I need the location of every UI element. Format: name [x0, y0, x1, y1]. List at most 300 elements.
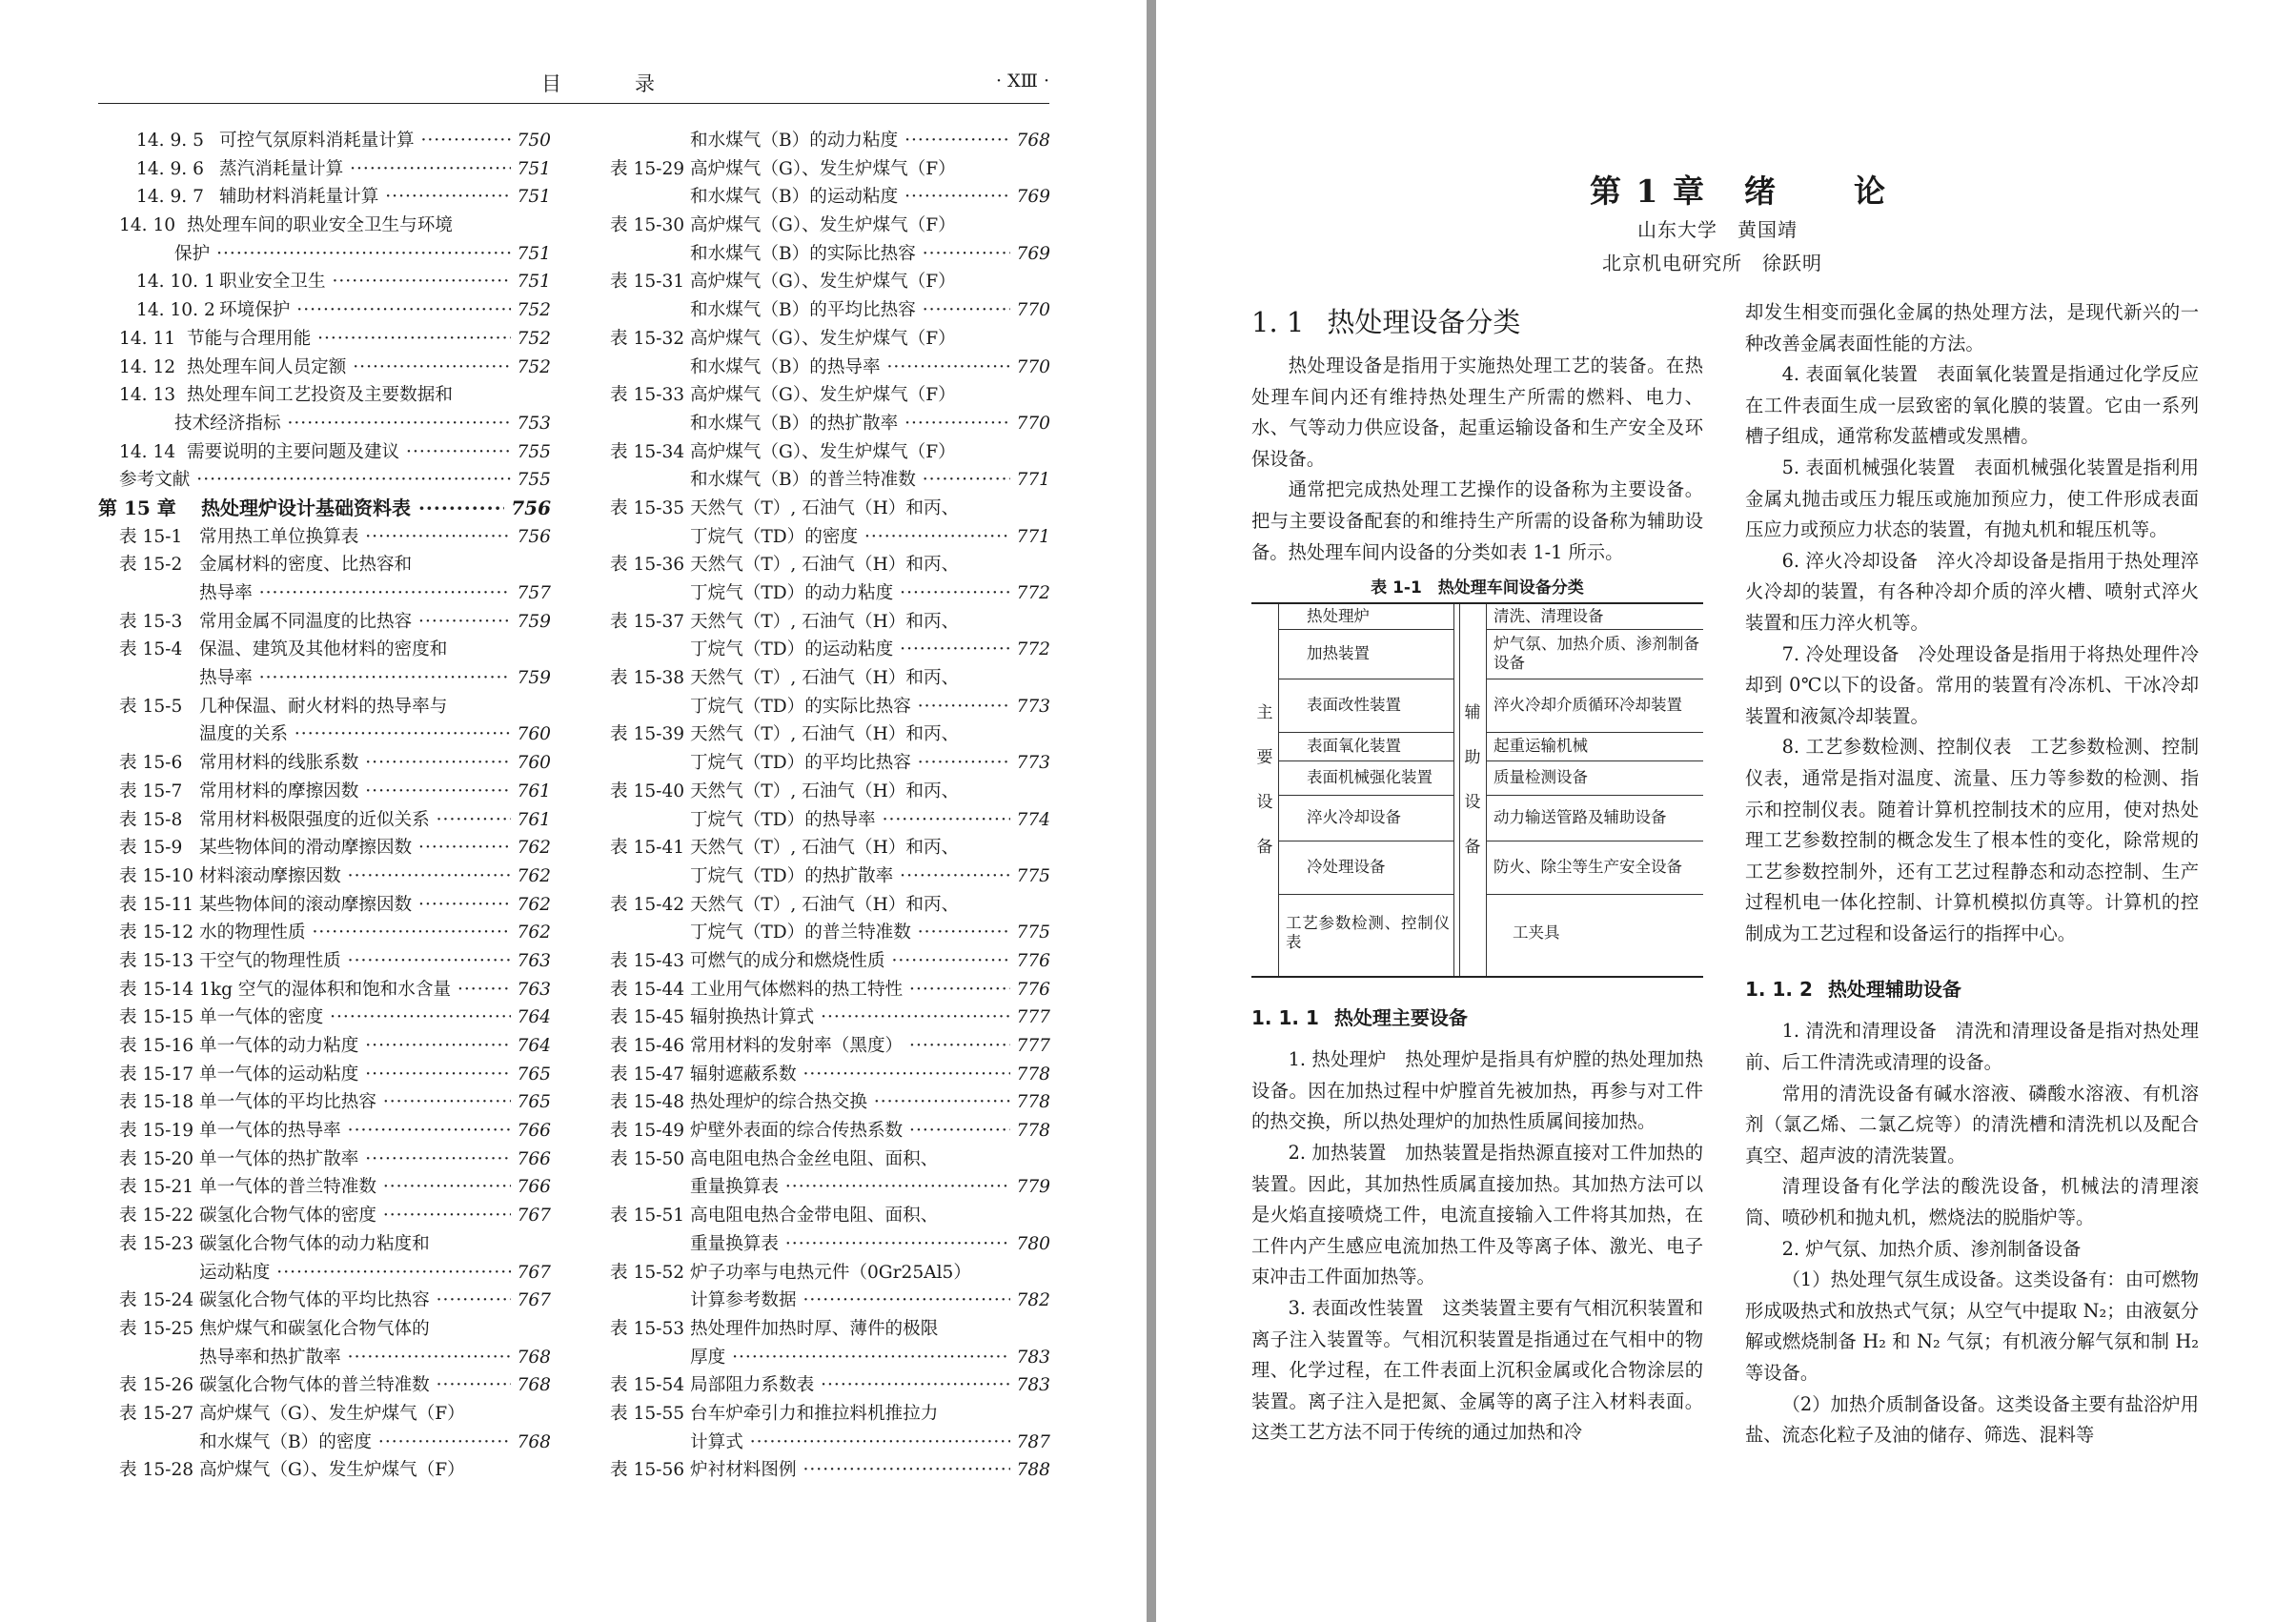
toc-entry-number: 表 15-21 — [119, 1177, 194, 1198]
toc-entry[interactable] — [610, 1315, 1050, 1344]
paragraph: 5. 表面机械强化装置 表面机械强化装置是指利用金属丸抛击或压力辊压或施加预应力，使工件形成表面压应力或预应力状态的装置，有抛丸机和辊压机等。 — [1745, 456, 2199, 541]
toc-entry[interactable] — [610, 1004, 1050, 1032]
toc-entry[interactable] — [610, 778, 1050, 806]
toc-entry[interactable] — [610, 891, 1050, 920]
toc-entry-number: 14. 10 — [119, 215, 176, 236]
toc-entry-title: 和水煤气（B）的实际比热容 ····· — [690, 240, 1050, 269]
toc-entry-title: 碳氢化合物气体的平均比热容 ····· — [199, 1287, 551, 1315]
toc-entry[interactable] — [610, 749, 1050, 778]
toc-entry-number: 表 15-36 — [610, 555, 685, 576]
paragraph: 却发生相变而强化金属的热处理方法，是现代新兴的一种改善金属表面性能的方法。 — [1745, 301, 2199, 355]
toc-entry-page: 756 — [504, 495, 551, 523]
main-equipment-cell: 表面改性装置 — [1307, 696, 1401, 715]
toc-entry[interactable] — [98, 183, 551, 212]
toc-entry-title: 单一气体的平均比热容 ····· — [199, 1088, 551, 1117]
toc-entry-title: 干空气的物理性质 ····· — [199, 947, 551, 976]
toc-entry[interactable] — [98, 720, 551, 749]
toc-entry-page: 760 — [511, 720, 552, 749]
toc-entry[interactable] — [610, 1287, 1050, 1315]
toc-entry[interactable] — [610, 834, 1050, 862]
paragraph: 7. 冷处理设备 冷处理设备是指用于将热处理件冷却到 0℃以下的设备。常用的装置有冷冻机、干冰冷却装置和液氮冷却装置。 — [1745, 642, 2199, 727]
toc-entry-title: 炉壁外表面的综合传热系数 ····· — [690, 1117, 1050, 1146]
toc-entry[interactable] — [610, 1344, 1050, 1372]
toc-entry[interactable] — [98, 664, 551, 693]
toc-entry-title: 热导率和热扩散率 ····· — [199, 1344, 551, 1372]
toc-entry[interactable] — [98, 410, 551, 438]
toc-entry[interactable] — [610, 296, 1050, 325]
toc-entry-number: 表 15-12 — [119, 923, 194, 943]
toc-entry-title: 辐射遮蔽系数 ····· — [690, 1061, 1050, 1089]
table-rule — [1453, 604, 1454, 976]
toc-entry[interactable] — [98, 778, 551, 806]
toc-entry[interactable] — [610, 466, 1050, 495]
toc-entry-title: 可控气氛原料消耗量计算 ····· — [219, 127, 551, 155]
toc-entry-title: 热处理车间的职业安全卫生与环境 — [187, 215, 453, 236]
toc-entry[interactable] — [610, 268, 1050, 296]
toc-entry[interactable] — [98, 381, 551, 410]
toc-entry-number: 表 15-13 — [119, 950, 194, 971]
toc-entry[interactable] — [610, 183, 1050, 212]
toc-entry-page: 766 — [511, 1173, 552, 1202]
toc-entry-title: 天然气（T）, 石油气（H）和丙、 — [690, 668, 960, 689]
toc-entry-title: 热导率 ····· — [199, 579, 551, 608]
toc-entry-page: 778 — [1010, 1088, 1051, 1117]
toc-entry[interactable] — [98, 438, 551, 467]
toc-entry-number: 表 15-38 — [610, 668, 685, 689]
toc-entry[interactable] — [98, 1061, 551, 1089]
toc-entry-title: 可燃气的成分和燃烧性质 ····· — [690, 947, 1050, 976]
toc-entry-title: 常用热工单位换算表 ····· — [199, 523, 551, 552]
toc-entry[interactable] — [610, 947, 1050, 976]
toc-entry-title: 运动粘度 ····· — [199, 1259, 551, 1287]
toc-entry-page: 770 — [1010, 296, 1051, 325]
chapter-title-part-2: 论 — [1853, 172, 1887, 210]
toc-entry-title: 和水煤气（B）的动力粘度 ····· — [690, 127, 1050, 155]
toc-entry-number: 表 15-52 — [610, 1262, 685, 1283]
main-equipment-cell: 工艺参数检测、控制仪表 — [1286, 914, 1450, 952]
toc-entry[interactable] — [98, 1117, 551, 1146]
toc-entry-title: 计算参考数据 ····· — [690, 1287, 1050, 1315]
toc-entry-number: 表 15-15 — [119, 1007, 194, 1028]
toc-entry-title: 天然气（T）, 石油气（H）和丙、 — [690, 724, 960, 745]
toc-entry[interactable] — [98, 1400, 551, 1429]
toc-entry-title: 常用材料的发射率（黑度） ····· — [690, 1032, 1050, 1061]
toc-entry[interactable] — [98, 1088, 551, 1117]
toc-entry-number: 14. 11 — [119, 328, 176, 349]
toc-entry[interactable] — [98, 1429, 551, 1457]
toc-entry[interactable] — [98, 240, 551, 269]
toc-entry-number: 表 15-26 — [119, 1375, 194, 1396]
toc-entry-title: 局部阻力系数表 ····· — [690, 1371, 1050, 1400]
toc-entry[interactable] — [98, 551, 551, 579]
aux-equipment-cell: 工夹具 — [1513, 923, 1560, 943]
toc-entry-title: 丁烷气（TD）的热导率 ····· — [690, 806, 1050, 835]
toc-entry-number: 表 15-7 — [119, 781, 183, 801]
toc-entry[interactable] — [610, 976, 1050, 1004]
main-equipment-cell: 淬火冷却设备 — [1307, 808, 1401, 827]
paragraph: （1）热处理气氛生成设备。这类设备有：由可燃物形成吸热式和放热式气氛；从空气中提取 N₂；由液氨分解或燃烧制备 H₂ 和 N₂ 气氛；有机液分解气氛和制 H₂ 等设备。 — [1745, 1268, 2199, 1384]
toc-entry[interactable] — [98, 806, 551, 835]
paragraph: 3. 表面改性装置 这类装置主要有气相沉积装置和离子注入装置等。气相沉积装置是指通过在气相中的物理、化学过程，在工件表面上沉积金属或化合物涂层的装置。离子注入是把氮、金属等的离子注入材料表面。这类工艺方法不同于传统的通过加热和冷 — [1251, 1296, 1703, 1444]
toc-entry-page: 768 — [1010, 127, 1051, 155]
toc-entry[interactable] — [98, 1230, 551, 1259]
toc-entry-title: 焦炉煤气和碳氢化合物气体的 — [199, 1318, 430, 1339]
toc-entry[interactable] — [98, 1004, 551, 1032]
paragraph: 4. 表面氧化装置 表面氧化装置是指通过化学反应在工件表面生成一层致密的氧化膜的装置。它由一系列槽子组成，通常称发蓝槽或发黑槽。 — [1745, 363, 2199, 448]
toc-entry-title: 单一气体的热扩散率 ····· — [199, 1146, 551, 1174]
toc-entry-number: 14. 13 — [119, 385, 176, 406]
toc-entry-page: 759 — [511, 608, 552, 637]
paragraph: 1. 热处理炉 热处理炉是指具有炉膛的热处理加热设备。因在加热过程中炉膛首先被加热，再参与对工件的热交换，所以热处理炉的加热性质属间接加热。 — [1251, 1048, 1703, 1133]
toc-entry[interactable] — [610, 354, 1050, 382]
toc-entry-title: 环境保护 ····· — [219, 296, 551, 325]
toc-entry[interactable] — [98, 354, 551, 382]
toc-entry-title: 和水煤气（B）的热扩散率 ····· — [690, 410, 1050, 438]
toc-entry-title: 和水煤气（B）的密度 ····· — [199, 1429, 551, 1457]
toc-entry[interactable] — [610, 636, 1050, 664]
toc-entry-title: 和水煤气（B）的热导率 ····· — [690, 354, 1050, 382]
toc-entry-number: 表 15-16 — [119, 1036, 194, 1056]
toc-entry-number: 表 15-23 — [119, 1233, 194, 1254]
toc-entry[interactable] — [610, 325, 1050, 354]
running-header — [98, 69, 1049, 104]
toc-entry-title: 水的物理性质 ····· — [199, 919, 551, 947]
author-line-1: 山东大学 黄国靖 — [1637, 218, 1798, 241]
toc-entry-number: 表 15-17 — [119, 1064, 194, 1085]
toc-entry-title: 丁烷气（TD）的实际比热容 ····· — [690, 693, 1050, 721]
toc-entry-number: 表 15-28 — [119, 1460, 194, 1481]
toc-entry[interactable] — [610, 579, 1050, 608]
toc-entry[interactable] — [610, 1456, 1050, 1485]
toc-entry-number: 14. 9. 5 — [136, 131, 204, 151]
toc-entry-page: 751 — [511, 155, 552, 184]
toc-entry-title: 高炉煤气（G）、发生炉煤气（F） — [199, 1460, 465, 1481]
toc-entry-title: 高炉煤气（G）、发生炉煤气（F） — [199, 1403, 465, 1424]
toc-entry[interactable] — [610, 720, 1050, 749]
toc-entry-title: 常用材料的摩擦因数 ····· — [199, 778, 551, 806]
toc-entry[interactable] — [98, 212, 551, 240]
toc-entry[interactable] — [98, 1173, 551, 1202]
toc-entry-number: 第 15 章 — [98, 496, 176, 519]
toc-entry-page: 782 — [1010, 1287, 1051, 1315]
toc-entry[interactable] — [98, 1315, 551, 1344]
toc-entry[interactable] — [98, 636, 551, 664]
toc-entry[interactable] — [98, 834, 551, 862]
toc-entry[interactable] — [610, 1146, 1050, 1174]
toc-entry-title: 蒸汽消耗量计算 ····· — [219, 155, 551, 184]
toc-entry-number: 表 15-31 — [610, 272, 685, 293]
toc-entry[interactable] — [610, 919, 1050, 947]
toc-entry-page: 750 — [511, 127, 552, 155]
toc-entry[interactable] — [610, 1032, 1050, 1061]
toc-entry[interactable] — [610, 1429, 1050, 1457]
toc-entry-title: 1kg 空气的湿体积和饱和水含量 ····· — [199, 976, 551, 1004]
toc-entry[interactable] — [98, 862, 551, 891]
toc-entry[interactable] — [98, 1371, 551, 1400]
toc-entry-page: 755 — [511, 466, 552, 495]
toc-entry-number: 14. 10. 1 — [136, 272, 215, 293]
toc-entry[interactable] — [98, 1344, 551, 1372]
paragraph: 1. 清洗和清理设备 清洗和清理设备是指对热处理前、后工件清洗或清理的设备。 — [1745, 1020, 2199, 1074]
toc-entry-title: 天然气（T）, 石油气（H）和丙、 — [690, 611, 960, 632]
paragraph: 8. 工艺参数检测、控制仪表 工艺参数检测、控制仪表，通常是指对温度、流量、压力等参数的检测、指示和控制仪表。随着计算机控制技术的应用，使对热处理工艺参数控制的概念发生了根本性的变化，除常规的工艺参数控制外，还有工艺过程静态和动态控制、生产过程机电一体化控制、计算机模拟仿真等。计算机的控制成为工艺过程和设备运行的指挥中心。 — [1745, 736, 2199, 944]
main-equipment-cell: 加热装置 — [1307, 644, 1370, 663]
toc-entry[interactable] — [98, 693, 551, 721]
paragraph: 6. 淬火冷却设备 淬火冷却设备是指用于热处理淬火冷却的装置，有各种冷却介质的淬火槽、喷射式淬火装置和压力淬火机等。 — [1745, 549, 2199, 634]
toc-entry-title: 碳氢化合物气体的普兰特准数 ····· — [199, 1371, 551, 1400]
toc-entry-page: 769 — [1010, 240, 1051, 269]
aux-equipment-cell: 炉气氛、加热介质、渗剂制备设备 — [1493, 635, 1699, 673]
toc-entry-page: 774 — [1010, 806, 1051, 835]
paragraph: 清理设备有化学法的酸洗设备，机械法的清理滚筒、喷砂机和抛丸机，燃烧法的脱脂炉等。 — [1745, 1175, 2199, 1229]
toc-column-2 — [610, 127, 1050, 1485]
page-number-roman: · XⅢ · — [995, 71, 1049, 91]
toc-entry[interactable] — [610, 1061, 1050, 1089]
toc-entry-title: 辅助材料消耗量计算 ····· — [219, 183, 551, 212]
toc-entry-title: 炉子功率与电热元件（0Gr25Al5） — [690, 1262, 971, 1283]
toc-entry-number: 表 15-19 — [119, 1121, 194, 1142]
toc-entry-page: 761 — [511, 806, 552, 835]
toc-entry-number: 14. 14 — [119, 441, 176, 462]
toc-entry-number: 表 15-49 — [610, 1121, 685, 1142]
toc-entry[interactable] — [98, 891, 551, 920]
toc-entry-page: 767 — [511, 1287, 552, 1315]
toc-entry[interactable] — [610, 410, 1050, 438]
toc-entry-title: 技术经济指标 ····· — [174, 410, 551, 438]
toc-entry-title: 热处理车间工艺投资及主要数据和 — [187, 385, 453, 406]
toc-entry-number: 表 15-30 — [610, 215, 685, 236]
toc-entry[interactable] — [98, 466, 551, 495]
toc-entry-page: 762 — [511, 834, 552, 862]
toc-entry[interactable] — [98, 268, 551, 296]
paragraph: 热处理设备是指用于实施热处理工艺的装备。在热处理车间内还有维持热处理生产所需的燃料、电力、水、气等动力供应设备，起重运输设备和生产安全及环保设备。 — [1251, 355, 1703, 470]
toc-entry[interactable] — [610, 1117, 1050, 1146]
toc-entry[interactable] — [98, 155, 551, 184]
toc-entry[interactable] — [610, 212, 1050, 240]
toc-entry-title: 天然气（T）, 石油气（H）和丙、 — [690, 497, 960, 518]
toc-entry-title: 常用材料极限强度的近似关系 ····· — [199, 806, 551, 835]
toc-entry-page: 762 — [511, 891, 552, 920]
toc-entry-page: 788 — [1010, 1456, 1051, 1485]
toc-entry-page: 783 — [1010, 1371, 1051, 1400]
toc-entry-number: 表 15-45 — [610, 1007, 685, 1028]
toc-entry-page: 751 — [511, 268, 552, 296]
toc-entry[interactable] — [610, 693, 1050, 721]
toc-entry-number: 表 15-43 — [610, 950, 685, 971]
toc-entry[interactable] — [610, 1088, 1050, 1117]
toc-entry-title: 高电阻电热合金丝电阻、面积、 — [690, 1148, 939, 1169]
running-header-title: 目 录 — [541, 72, 681, 95]
toc-entry[interactable] — [98, 127, 551, 155]
toc-entry-title: 几种保温、耐火材料的热导率与 — [199, 696, 448, 717]
toc-entry-number: 表 15-51 — [610, 1206, 685, 1227]
subsection-heading-1 — [1251, 995, 1703, 1041]
toc-entry-title: 保护 ····· — [174, 240, 551, 269]
toc-entry[interactable] — [98, 1032, 551, 1061]
toc-entry-title: 厚度 ····· — [690, 1344, 1050, 1372]
toc-entry-title: 和水煤气（B）的平均比热容 ····· — [690, 296, 1050, 325]
toc-entry-title: 高炉煤气（G）、发生炉煤气（F） — [690, 272, 956, 293]
toc-entry-number: 表 15-48 — [610, 1092, 685, 1113]
toc-entry[interactable] — [610, 608, 1050, 637]
toc-entry-number: 表 15-9 — [119, 838, 183, 859]
toc-entry-page: 773 — [1010, 749, 1051, 778]
toc-entry-title: 高炉煤气（G）、发生炉煤气（F） — [690, 328, 956, 349]
toc-entry-title: 天然气（T）, 石油气（H）和丙、 — [690, 894, 960, 915]
toc-entry-page: 787 — [1010, 1429, 1051, 1457]
toc-entry-number: 表 15-24 — [119, 1290, 194, 1311]
toc-entry[interactable] — [610, 862, 1050, 891]
toc-entry[interactable] — [610, 240, 1050, 269]
toc-entry[interactable] — [610, 664, 1050, 693]
toc-page — [0, 0, 1147, 1622]
toc-entry[interactable] — [98, 579, 551, 608]
toc-entry-title: 台车炉牵引力和推拉料机推拉力 — [690, 1403, 939, 1424]
toc-entry-page: 773 — [1010, 693, 1051, 721]
toc-entry-page: 778 — [1010, 1117, 1051, 1146]
toc-entry-title: 热处理车间人员定额 ····· — [187, 354, 551, 382]
toc-entry[interactable] — [610, 495, 1050, 523]
toc-entry-page: 751 — [511, 240, 552, 269]
toc-entry-page: 776 — [1010, 976, 1051, 1004]
section-title: 热处理设备分类 — [1327, 306, 1521, 338]
toc-entry-title: 温度的关系 ····· — [199, 720, 551, 749]
toc-entry-number: 14. 9. 6 — [136, 158, 204, 179]
toc-entry[interactable] — [610, 523, 1050, 552]
toc-entry-title: 重量换算表 ····· — [690, 1173, 1050, 1202]
toc-chapter-entry[interactable] — [98, 495, 551, 523]
toc-entry[interactable] — [610, 155, 1050, 184]
section-number: 1. 1 — [1251, 306, 1305, 338]
toc-entry-title: 高炉煤气（G）、发生炉煤气（F） — [690, 215, 956, 236]
toc-entry-number: 表 15-1 — [119, 526, 183, 547]
toc-entry-page: 775 — [1010, 862, 1051, 891]
body-column-left — [1251, 297, 1703, 1449]
toc-entry[interactable] — [610, 1173, 1050, 1202]
toc-entry-number: 表 15-33 — [610, 385, 685, 406]
toc-entry-number: 表 15-25 — [119, 1318, 194, 1339]
toc-entry-number: 表 15-2 — [119, 555, 183, 576]
toc-entry-page: 769 — [1010, 183, 1051, 212]
toc-entry[interactable] — [98, 1287, 551, 1315]
toc-entry[interactable] — [610, 806, 1050, 835]
chapter-page — [1156, 0, 2296, 1622]
toc-entry[interactable] — [610, 1202, 1050, 1230]
toc-entry[interactable] — [610, 381, 1050, 410]
toc-entry-title: 热处理件加热时厚、薄件的极限 — [690, 1318, 939, 1339]
toc-column-1 — [98, 127, 551, 1485]
toc-entry-page: 770 — [1010, 410, 1051, 438]
toc-entry-number: 表 15-41 — [610, 838, 685, 859]
toc-entry-number: 表 15-37 — [610, 611, 685, 632]
toc-entry-page: 770 — [1010, 354, 1051, 382]
toc-entry[interactable] — [98, 1146, 551, 1174]
table-rule — [1486, 604, 1487, 976]
toc-entry[interactable] — [610, 438, 1050, 467]
toc-entry-page: 775 — [1010, 919, 1051, 947]
toc-entry[interactable] — [98, 947, 551, 976]
chapter-number: 第 1 章 — [1590, 172, 1706, 210]
toc-entry-title: 某些物体间的滚动摩擦因数 ····· — [199, 891, 551, 920]
paragraph: 2. 加热装置 加热装置是指热源直接对工件加热的装置。因此，其加热性质属直接加热。其加热方法可以是火焰直接喷烧工件，电流直接输入工件将其加热，在工件内产生感应电流加热工件及等离子体、激光、电子束冲击工件面加热等。 — [1251, 1141, 1703, 1288]
toc-entry-title: 碳氢化合物气体的密度 ····· — [199, 1202, 551, 1230]
toc-entry-title: 计算式 ····· — [690, 1429, 1050, 1457]
toc-entry[interactable] — [610, 1400, 1050, 1429]
toc-entry-number: 表 15-29 — [610, 158, 685, 179]
toc-entry-number: 表 15-34 — [610, 441, 685, 462]
paragraph: 常用的清洗设备有碱水溶液、磷酸水溶液、有机溶剂（氯乙烯、二氯乙烷等）的清洗槽和清洗机以及配合真空、超声波的清洗装置。 — [1745, 1082, 2199, 1166]
toc-entry-page: 759 — [511, 664, 552, 693]
toc-entry-title: 和水煤气（B）的运动粘度 ····· — [690, 183, 1050, 212]
toc-entry[interactable] — [98, 608, 551, 637]
toc-entry-title: 需要说明的主要问题及建议 ····· — [187, 438, 551, 467]
toc-entry-page: 751 — [511, 183, 552, 212]
toc-entry[interactable] — [98, 296, 551, 325]
toc-entry-title: 热导率 ····· — [199, 664, 551, 693]
toc-entry[interactable] — [610, 1230, 1050, 1259]
toc-entry-page: 764 — [511, 1032, 552, 1061]
toc-entry-page: 766 — [511, 1117, 552, 1146]
toc-entry[interactable] — [98, 523, 551, 552]
toc-entry[interactable] — [98, 325, 551, 354]
toc-entry[interactable] — [610, 127, 1050, 155]
toc-entry-title: 丁烷气（TD）的热扩散率 ····· — [690, 862, 1050, 891]
toc-entry-page: 760 — [511, 749, 552, 778]
toc-entry[interactable] — [610, 551, 1050, 579]
toc-entry-title: 天然气（T）, 石油气（H）和丙、 — [690, 838, 960, 859]
toc-entry-title: 和水煤气（B）的普兰特准数 ····· — [690, 466, 1050, 495]
table-caption: 表 1-1 热处理车间设备分类 — [1371, 578, 1584, 598]
toc-entry[interactable] — [98, 919, 551, 947]
toc-entry[interactable] — [610, 1371, 1050, 1400]
toc-entry-title: 节能与合理用能 ····· — [187, 325, 551, 354]
subsection-title: 热处理主要设备 — [1333, 1006, 1468, 1030]
paragraph: （2）加热介质制备设备。这类设备主要有盐浴炉用盐、流态化粒子及油的储存、筛选、混料等 — [1745, 1392, 2199, 1447]
toc-entry-page: 756 — [511, 523, 552, 552]
toc-entry-page: 768 — [511, 1371, 552, 1400]
toc-entry-title: 丁烷气（TD）的密度 ····· — [690, 523, 1050, 552]
toc-entry-number: 表 15-44 — [610, 979, 685, 1000]
toc-entry[interactable] — [98, 749, 551, 778]
toc-entry[interactable] — [98, 976, 551, 1004]
toc-entry-page: 752 — [511, 296, 552, 325]
toc-entry-number: 表 15-6 — [119, 753, 183, 774]
toc-entry-page: 764 — [511, 1004, 552, 1032]
toc-entry-title: 高炉煤气（G）、发生炉煤气（F） — [690, 158, 956, 179]
toc-entry-page: 766 — [511, 1146, 552, 1174]
toc-entry-page: 776 — [1010, 947, 1051, 976]
toc-entry-page: 752 — [511, 354, 552, 382]
toc-entry-number: 表 15-22 — [119, 1206, 194, 1227]
main-equipment-cell: 冷处理设备 — [1307, 858, 1386, 877]
toc-entry-number: 表 15-8 — [119, 809, 183, 830]
toc-entry-page: 765 — [511, 1088, 552, 1117]
toc-entry[interactable] — [98, 1202, 551, 1230]
toc-entry-number: 表 15-54 — [610, 1375, 685, 1396]
toc-entry[interactable] — [98, 1259, 551, 1287]
toc-entry-page: 763 — [511, 976, 552, 1004]
toc-entry-page: 755 — [511, 438, 552, 467]
chapter-title — [1590, 167, 1887, 212]
toc-entry-title: 材料滚动摩擦因数 ····· — [199, 862, 551, 891]
toc-entry-page: 757 — [511, 579, 552, 608]
toc-entry-title: 职业安全卫生 ····· — [219, 268, 551, 296]
toc-entry[interactable] — [610, 1259, 1050, 1287]
toc-entry-page: 768 — [511, 1429, 552, 1457]
toc-entry[interactable] — [98, 1456, 551, 1485]
toc-entry-page: 767 — [511, 1259, 552, 1287]
toc-entry-page: 752 — [511, 325, 552, 354]
